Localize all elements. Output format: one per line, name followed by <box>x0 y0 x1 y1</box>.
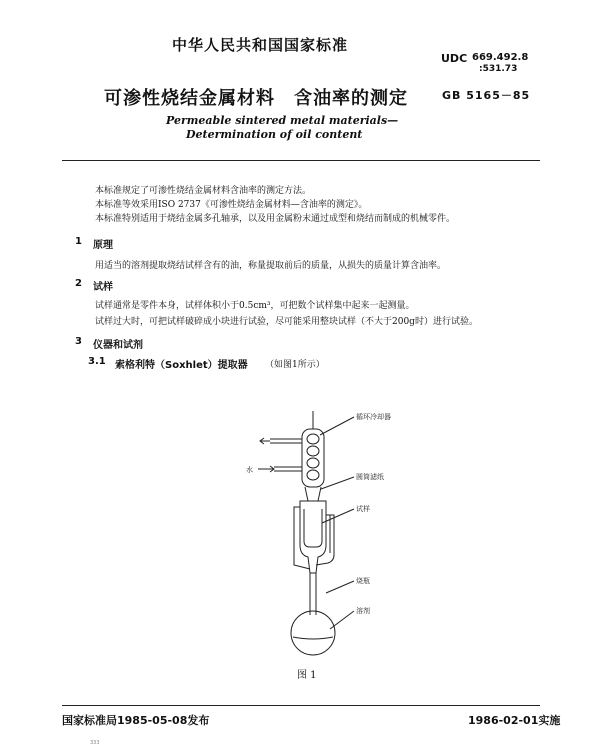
section-3-title: 仪器和试剂 <box>93 340 143 351</box>
english-title-line2: Determination of oil content <box>186 128 363 141</box>
udc-code-line1: 669.492.8 <box>472 52 529 63</box>
footer-divider <box>62 705 540 706</box>
water-in-arrow <box>258 466 274 472</box>
label-condenser: 循环冷却器 <box>356 413 391 421</box>
water-inlet-pipe <box>274 467 302 471</box>
section-3-1-note: （如图1所示） <box>265 360 325 370</box>
section-1-title: 原理 <box>93 240 113 251</box>
udc-label: UDC <box>441 52 468 65</box>
leader-condenser <box>320 417 354 435</box>
leader-solvent <box>330 611 354 629</box>
section-1-number: 1 <box>75 236 82 247</box>
udc-code-line2: :531.73 <box>479 64 518 74</box>
header-divider <box>62 160 540 161</box>
label-flask: 烧瓶 <box>356 577 370 585</box>
section-3-1-number: 3.1 <box>88 356 106 367</box>
condenser-bulbs <box>307 434 319 480</box>
section-3-number: 3 <box>75 336 82 347</box>
section-2-number: 2 <box>75 278 82 289</box>
figure-caption: 图 1 <box>297 670 317 681</box>
water-out-arrow <box>260 438 270 444</box>
water-outlet-pipe <box>270 439 302 443</box>
section-3-1-title: 索格利特（Soxhlet）提取器 <box>115 360 248 371</box>
section-2-title: 试样 <box>93 282 113 293</box>
ground-joint <box>305 487 321 501</box>
section-2-text-1: 试样通常是零件本身，试样体积小于0.5cm³，可把数个试样集中起来一起测量。 <box>95 301 415 311</box>
label-sample: 试样 <box>356 505 370 513</box>
flask <box>291 611 335 655</box>
page-mark: 333 <box>90 740 100 746</box>
soxhlet-extractor-figure <box>230 405 420 660</box>
leader-sample <box>322 509 354 523</box>
solvent-level <box>293 637 333 639</box>
section-1-text: 用适当的溶剂提取烧结试样含有的油，称量提取前后的质量，从损失的质量计算含油率。 <box>95 261 447 271</box>
section-2-text-2: 试样过大时，可把试样破碎成小块进行试验，尽可能采用整块试样（不大于200g时）进行试验。 <box>95 317 478 327</box>
thimble <box>304 509 322 547</box>
vapor-tube <box>294 507 310 569</box>
label-water: 水 <box>246 466 253 474</box>
gb-number: GB 5165－85 <box>442 89 531 102</box>
intro-line-3: 本标准特别适用于烧结金属多孔轴承，以及用金属粉末通过成型和烧结而制成的机械零件。 <box>95 214 456 224</box>
document-title: 可渗性烧结金属材料 含油率的测定 <box>104 88 408 109</box>
standard-name: 中华人民共和国国家标准 <box>172 36 349 54</box>
leader-filter <box>321 477 354 489</box>
label-solvent: 溶剂 <box>356 607 370 615</box>
leader-flask <box>326 581 354 593</box>
publish-date: 国家标准局1985-05-08发布 <box>62 714 210 727</box>
english-title-line1: Permeable sintered metal materials— <box>166 114 399 127</box>
intro-line-1: 本标准规定了可渗性烧结金属材料含油率的测定方法。 <box>95 186 312 196</box>
flask-neck <box>310 573 316 615</box>
label-filter: 圆筒滤纸 <box>356 473 384 481</box>
effective-date: 1986-02-01实施 <box>468 714 561 727</box>
intro-line-2: 本标准等效采用ISO 2737《可渗性烧结金属材料—含油率的测定》。 <box>95 200 368 210</box>
siphon-tube <box>316 515 334 565</box>
